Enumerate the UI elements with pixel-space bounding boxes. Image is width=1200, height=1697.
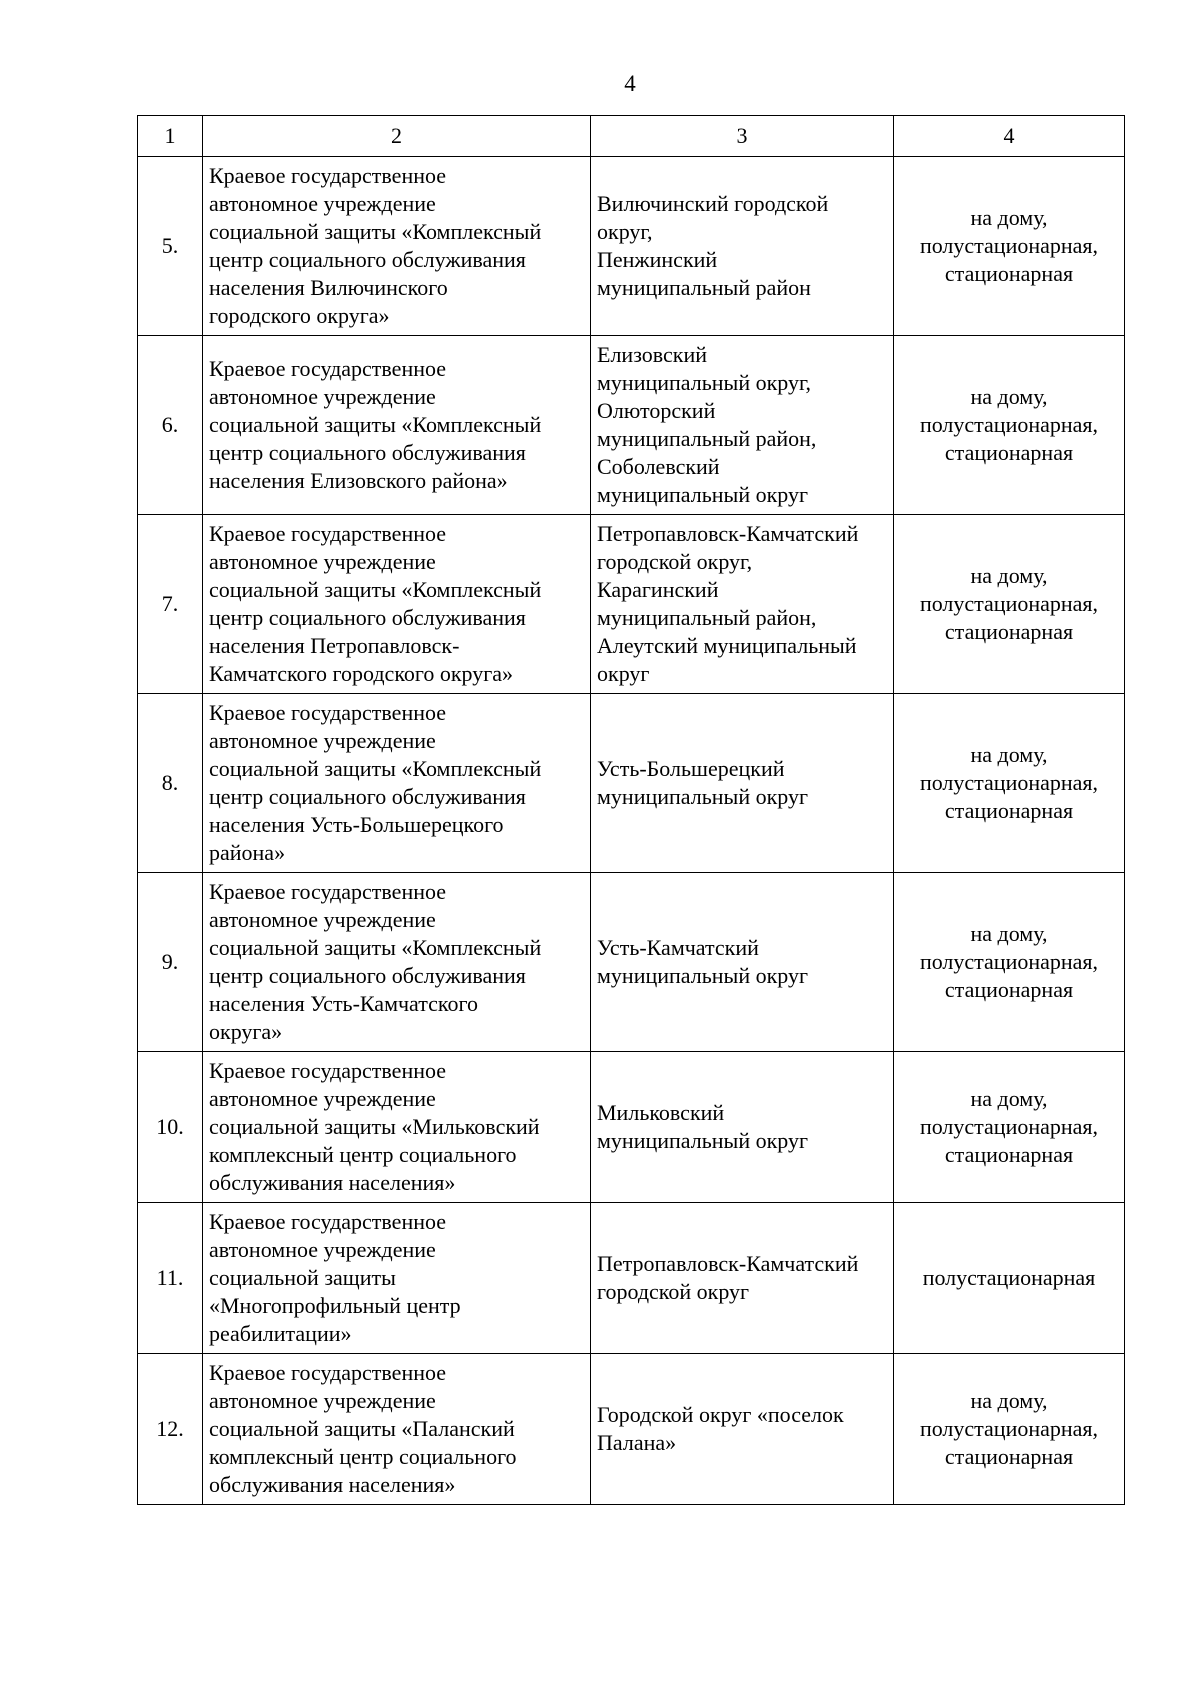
service-form: на дому, полустационарная, стационарная xyxy=(894,1354,1125,1505)
table-header-row xyxy=(138,116,1125,157)
row-number: 10. xyxy=(138,1052,203,1203)
column-header-2: 2 xyxy=(203,116,591,157)
row-number: 8. xyxy=(138,694,203,873)
table-row xyxy=(138,336,1125,515)
service-territory: Городской округ «поселок Палана» xyxy=(591,1354,894,1505)
table-row xyxy=(138,1052,1125,1203)
table-row xyxy=(138,1203,1125,1354)
service-form: на дому, полустационарная, стационарная xyxy=(894,694,1125,873)
service-territory: Мильковский муниципальный округ xyxy=(591,1052,894,1203)
service-form: на дому, полустационарная, стационарная xyxy=(894,157,1125,336)
service-territory: Усть-Камчатский муниципальный округ xyxy=(591,873,894,1052)
row-number: 9. xyxy=(138,873,203,1052)
row-number: 12. xyxy=(138,1354,203,1505)
column-header-4: 4 xyxy=(894,116,1125,157)
institution-name: Краевое государственное автономное учреждение социальной защиты «Комплексный центр социального обслуживания населения Усть-Большерецкого района» xyxy=(203,694,591,873)
table-row xyxy=(138,515,1125,694)
institution-name: Краевое государственное автономное учреждение социальной защиты «Комплексный центр социального обслуживания населения Петропавловск- Камчатского городского округа» xyxy=(203,515,591,694)
table-row xyxy=(138,873,1125,1052)
table-row xyxy=(138,157,1125,336)
institution-name: Краевое государственное автономное учреждение социальной защиты «Многопрофильный центр реабилитации» xyxy=(203,1203,591,1354)
institutions-table xyxy=(137,115,1125,1505)
institution-name: Краевое государственное автономное учреждение социальной защиты «Комплексный центр социального обслуживания населения Елизовского района» xyxy=(203,336,591,515)
institution-name: Краевое государственное автономное учреждение социальной защиты «Мильковский комплексный центр социального обслуживания населения» xyxy=(203,1052,591,1203)
column-header-1: 1 xyxy=(138,116,203,157)
service-form: на дому, полустационарная, стационарная xyxy=(894,336,1125,515)
service-form: на дому, полустационарная, стационарная xyxy=(894,873,1125,1052)
service-territory: Петропавловск-Камчатский городской округ, Карагинский муниципальный район, Алеутский муниципальный округ xyxy=(591,515,894,694)
institution-name: Краевое государственное автономное учреждение социальной защиты «Комплексный центр социального обслуживания населения Вилючинского городского округа» xyxy=(203,157,591,336)
service-territory: Вилючинский городской округ, Пенжинский муниципальный район xyxy=(591,157,894,336)
service-form: на дому, полустационарная, стационарная xyxy=(894,1052,1125,1203)
table-row xyxy=(138,694,1125,873)
service-territory: Усть-Большерецкий муниципальный округ xyxy=(591,694,894,873)
row-number: 5. xyxy=(138,157,203,336)
row-number: 7. xyxy=(138,515,203,694)
institution-name: Краевое государственное автономное учреждение социальной защиты «Паланский комплексный центр социального обслуживания населения» xyxy=(203,1354,591,1505)
institution-name: Краевое государственное автономное учреждение социальной защиты «Комплексный центр социального обслуживания населения Усть-Камчатского округа» xyxy=(203,873,591,1052)
service-form: на дому, полустационарная, стационарная xyxy=(894,515,1125,694)
page-number: 4 xyxy=(624,71,636,96)
column-header-3: 3 xyxy=(591,116,894,157)
service-territory: Елизовский муниципальный округ, Олюторский муниципальный район, Соболевский муниципальный округ xyxy=(591,336,894,515)
service-form: полустационарная xyxy=(894,1203,1125,1354)
table-row xyxy=(138,1354,1125,1505)
service-territory: Петропавловск-Камчатский городской округ xyxy=(591,1203,894,1354)
row-number: 6. xyxy=(138,336,203,515)
row-number: 11. xyxy=(138,1203,203,1354)
